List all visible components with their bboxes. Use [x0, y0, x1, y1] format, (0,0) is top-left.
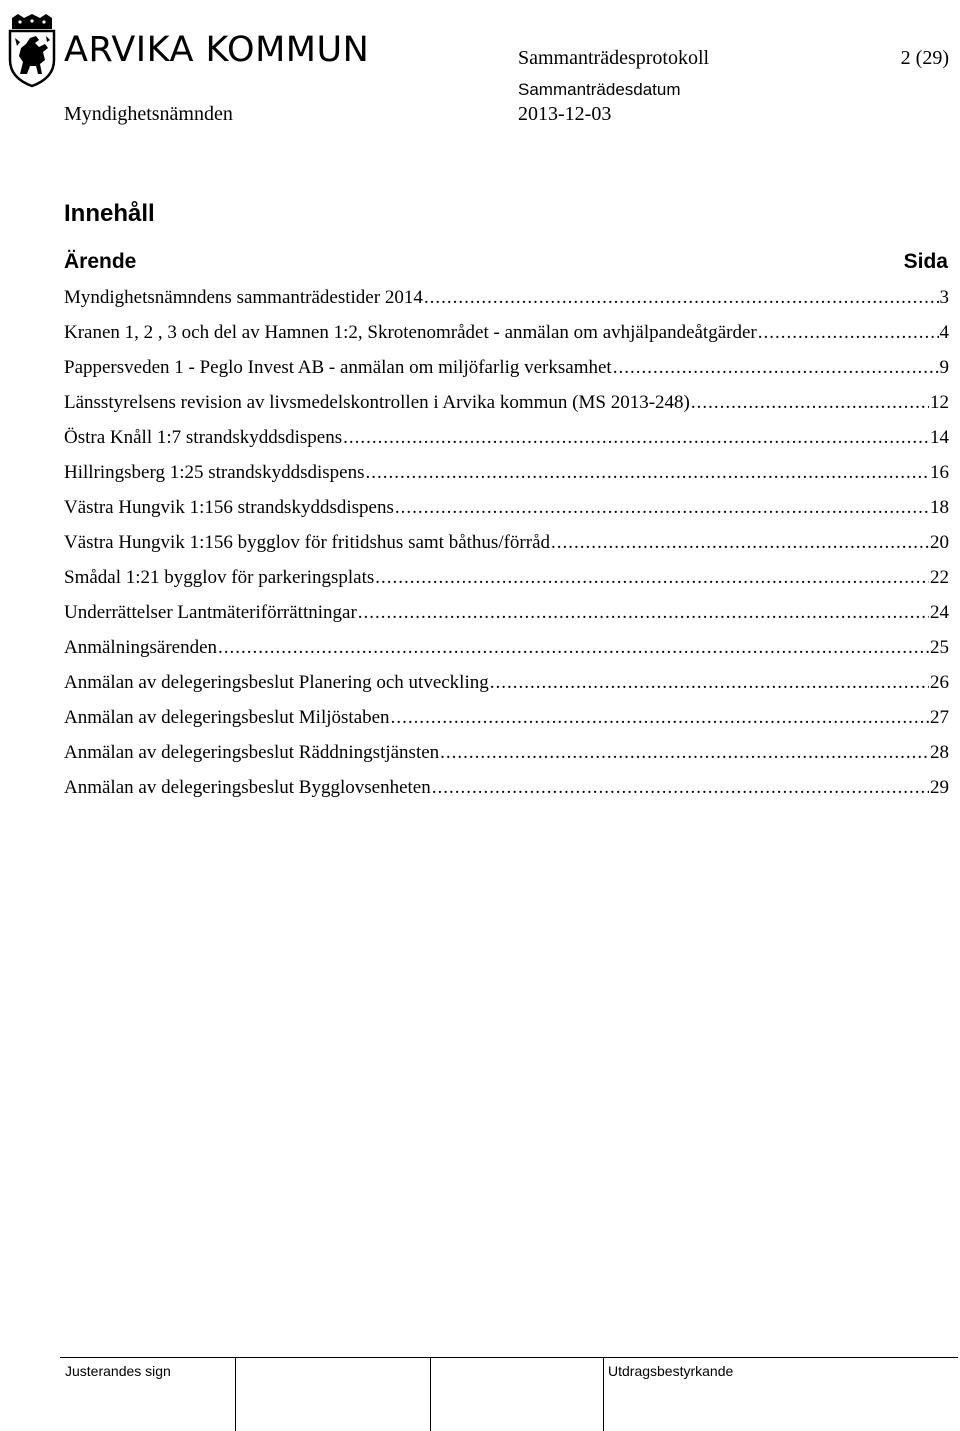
toc-dot-leader — [440, 740, 929, 766]
toc-heading: Innehåll — [64, 200, 155, 227]
toc-entry-title: Myndighetsnämndens sammanträdestider 2014 — [64, 287, 423, 308]
toc-entry-title: Anmälan av delegeringsbeslut Miljöstaben — [64, 707, 390, 728]
toc-entry[interactable] — [64, 425, 949, 460]
toc-entry-title: Anmälan av delegeringsbeslut Planering och utveckling — [64, 672, 489, 693]
toc-dot-leader — [432, 775, 929, 801]
toc-dot-leader — [375, 565, 929, 591]
toc-dot-leader — [365, 460, 929, 486]
toc-entry[interactable] — [64, 635, 949, 670]
toc-entry-title: Västra Hungvik 1:156 bygglov för fritidshus samt båthus/förråd — [64, 532, 551, 553]
page-number: 2 (29) — [900, 47, 949, 69]
meeting-date-label: Sammanträdesdatum — [518, 80, 681, 99]
toc-entry[interactable] — [64, 565, 949, 600]
committee-name: Myndighetsnämnden — [64, 103, 233, 125]
coat-of-arms-icon — [6, 14, 58, 88]
municipality-logo-text: ARVIKA KOMMUN — [64, 30, 370, 70]
toc-entry-title: Anmälan av delegeringsbeslut Bygglovsenheten — [64, 777, 431, 798]
toc-entry-page: 4 — [939, 322, 949, 343]
adjuster-sign-label: Justerandes sign — [65, 1363, 171, 1379]
toc-entry-page: 9 — [939, 357, 949, 378]
toc-dot-leader — [691, 390, 929, 416]
toc-dot-leader — [343, 425, 929, 451]
signature-footer — [60, 1357, 958, 1430]
toc-entry[interactable] — [64, 460, 949, 495]
toc-entry-page: 24 — [930, 602, 949, 623]
toc-entry-page: 25 — [930, 637, 949, 658]
toc-entry-page: 29 — [930, 777, 949, 798]
toc-entry-page: 22 — [930, 567, 949, 588]
certified-extract-label: Utdragsbestyrkande — [608, 1363, 734, 1379]
toc-dot-leader — [395, 495, 929, 521]
toc-entry[interactable] — [64, 495, 949, 530]
toc-entry-title: Smådal 1:21 bygglov för parkeringsplats — [64, 567, 375, 588]
toc-entry-title: Länsstyrelsens revision av livsmedelskontrollen i Arvika kommun (MS 2013-248) — [64, 392, 690, 413]
toc-dot-leader — [424, 285, 939, 311]
footer-divider — [235, 1358, 236, 1431]
toc-list — [64, 285, 949, 810]
footer-divider — [603, 1358, 604, 1431]
toc-entry-page: 12 — [930, 392, 949, 413]
toc-entry-title: Underrättelser Lantmäteriförrättningar — [64, 602, 357, 623]
toc-entry-title: Östra Knåll 1:7 strandskyddsdispens — [64, 427, 343, 448]
toc-entry-title: Kranen 1, 2 , 3 och del av Hamnen 1:2, Skrotenområdet - anmälan om avhjälpandeåtgärder — [64, 322, 757, 343]
toc-column-page: Sida — [903, 250, 948, 273]
toc-entry[interactable] — [64, 740, 949, 775]
toc-entry-title: Västra Hungvik 1:156 strandskyddsdispens — [64, 497, 394, 518]
toc-entry[interactable] — [64, 390, 949, 425]
toc-entry-page: 16 — [930, 462, 949, 483]
toc-entry[interactable] — [64, 285, 949, 320]
toc-dot-leader — [490, 670, 929, 696]
toc-entry-title: Anmälningsärenden — [64, 637, 218, 658]
toc-entry-title: Anmälan av delegeringsbeslut Räddningstjänsten — [64, 742, 440, 763]
toc-entry-page: 26 — [930, 672, 949, 693]
toc-entry[interactable] — [64, 705, 949, 740]
toc-entry-page: 3 — [939, 287, 949, 308]
toc-entry[interactable] — [64, 600, 949, 635]
footer-divider — [430, 1358, 431, 1431]
toc-entry-title: Pappersveden 1 - Peglo Invest AB - anmälan om miljöfarlig verksamhet — [64, 357, 612, 378]
toc-dot-leader — [218, 635, 929, 661]
document-type: Sammanträdesprotokoll — [518, 47, 710, 69]
toc-entry-page: 20 — [930, 532, 949, 553]
toc-entry-page: 14 — [930, 427, 949, 448]
toc-entry-page: 27 — [930, 707, 949, 728]
toc-dot-leader — [551, 530, 929, 556]
toc-dot-leader — [391, 705, 929, 731]
toc-column-matter: Ärende — [64, 250, 137, 273]
toc-dot-leader — [613, 355, 939, 381]
toc-entry[interactable] — [64, 355, 949, 390]
toc-dot-leader — [758, 320, 939, 346]
toc-entry[interactable] — [64, 670, 949, 705]
toc-entry-title: Hillringsberg 1:25 strandskyddsdispens — [64, 462, 365, 483]
toc-entry-page: 18 — [930, 497, 949, 518]
toc-dot-leader — [358, 600, 929, 626]
toc-entry-page: 28 — [930, 742, 949, 763]
toc-entry[interactable] — [64, 530, 949, 565]
meeting-date: 2013-12-03 — [518, 103, 612, 125]
toc-entry[interactable] — [64, 775, 949, 810]
toc-entry[interactable] — [64, 320, 949, 355]
